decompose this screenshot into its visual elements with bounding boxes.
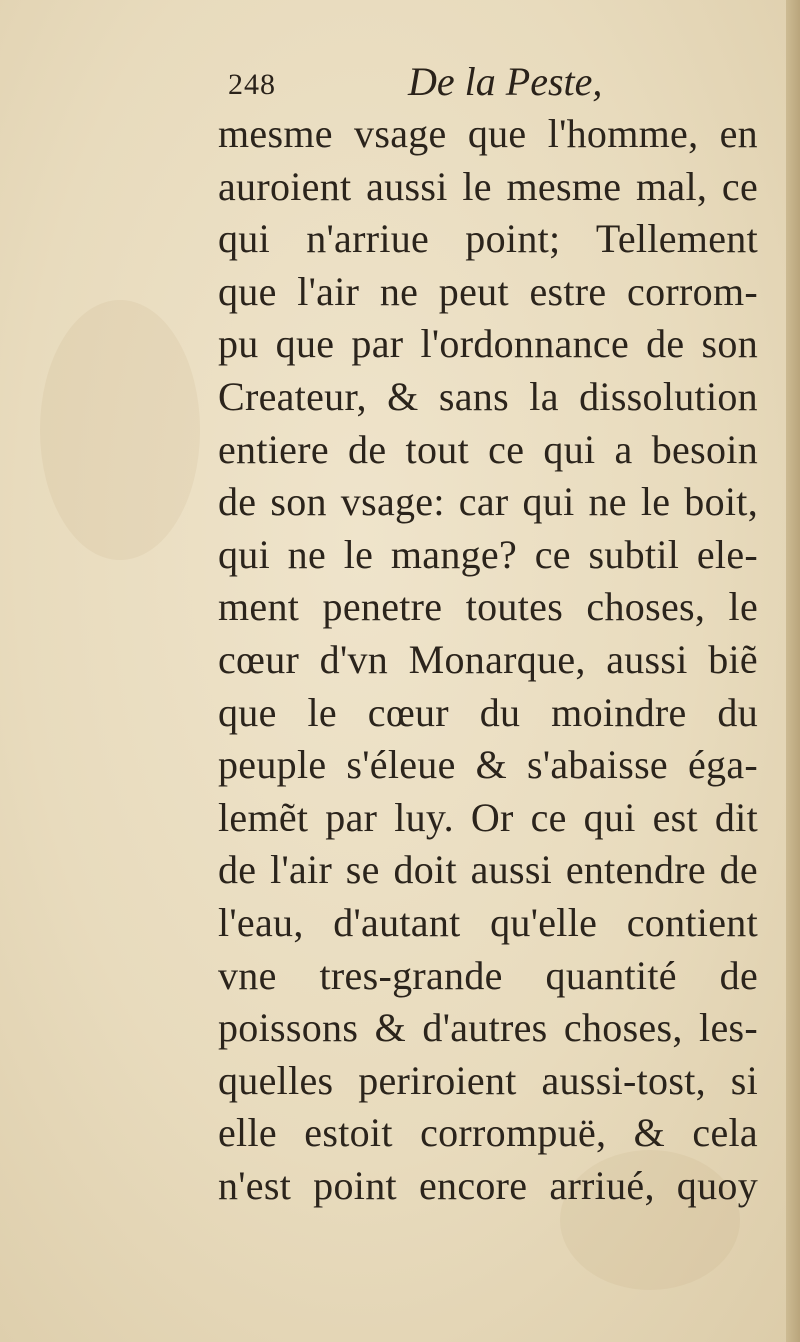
page-number: 248	[228, 68, 276, 101]
text-line: quelles periroient aussi-tost, si	[218, 1057, 758, 1103]
text-line: qui ne le mange? ce subtil ele-	[218, 531, 758, 577]
paper-stain	[40, 300, 200, 560]
text-line: qui n'arriue point; Tellement	[218, 216, 758, 262]
text-line: vne tres-grande quantité de	[218, 952, 758, 998]
text-line: poissons & d'autres choses, les-	[218, 1005, 758, 1051]
text-line: de l'air se doit aussi entendre de	[218, 847, 758, 893]
text-line: l'eau, d'autant qu'elle contient	[218, 899, 758, 945]
text-line: ment penetre toutes choses, le	[218, 584, 758, 630]
text-line: de son vsage: car qui ne le boit,	[218, 479, 758, 525]
body-text	[218, 108, 758, 1212]
text-line: que l'air ne peut estre corrom-	[218, 268, 758, 314]
text-line: pu que par l'ordonnance de son	[218, 321, 758, 367]
running-title: De la Peste,	[408, 59, 603, 104]
text-line: Createur, & sans la dissolution	[218, 373, 758, 419]
page-edge	[786, 0, 800, 1342]
text-line: n'est point encore arriué, quoy	[218, 1162, 758, 1208]
text-line: mesme vsage que l'homme, en	[218, 111, 758, 156]
text-line: entiere de tout ce qui a besoin	[218, 426, 758, 472]
text-line: lemẽt par luy. Or ce qui est dit	[218, 794, 758, 840]
text-line: que le cœur du moindre du	[218, 689, 758, 735]
text-line: peuple s'éleue & s'abaisse éga-	[218, 742, 758, 788]
text-line: elle estoit corrompuë, & cela	[218, 1110, 758, 1156]
text-line: auroient aussi le mesme mal, ce	[218, 163, 758, 209]
text-line: cœur d'vn Monarque, aussi biẽ	[218, 636, 758, 682]
